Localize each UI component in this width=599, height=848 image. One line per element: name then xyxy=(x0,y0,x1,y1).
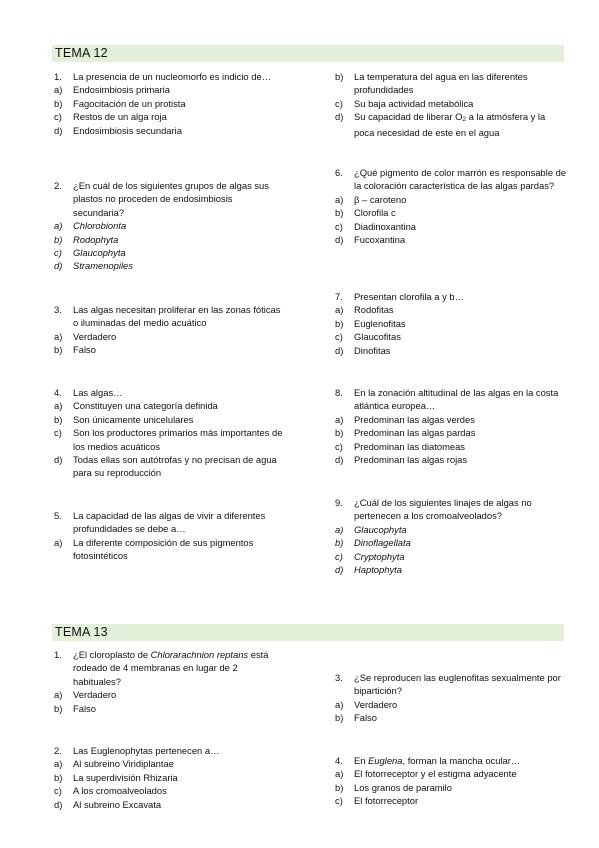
question-number: 1. xyxy=(54,649,62,660)
option-label: a) xyxy=(335,523,344,535)
option-text: β – caroteno xyxy=(354,193,407,205)
question-4 xyxy=(335,754,567,808)
option-text: Predominan las algas rojas xyxy=(354,454,468,466)
option-text: Rodophyta xyxy=(73,233,119,245)
option-label: a) xyxy=(54,220,63,232)
question-text: La presencia de un nucleomorfo es indicio de… xyxy=(73,71,272,82)
option-label: d) xyxy=(335,454,344,466)
option-text: Predominan las diatomeas xyxy=(354,440,465,452)
option-text: Predominan las algas pardas xyxy=(354,427,476,439)
question-2 xyxy=(54,744,286,811)
option-text: Stramenopiles xyxy=(73,260,133,272)
option-label: c) xyxy=(335,220,343,232)
option-text: Clorofila c xyxy=(354,207,396,219)
question-number: 4. xyxy=(54,387,62,398)
question-number: 5. xyxy=(54,510,62,521)
question-text: Las Euglenophytas pertenecen a… xyxy=(73,745,220,756)
question-number: 2. xyxy=(54,745,62,756)
option-label: b) xyxy=(335,427,344,439)
option-text: Son únicamente unicelulares xyxy=(73,413,194,425)
option-label: a) xyxy=(54,536,63,548)
option-text: Euglenofitas xyxy=(354,317,406,329)
option-label: b) xyxy=(335,71,344,82)
question-9 xyxy=(335,496,567,576)
option-text: Al subreino Viridiplantae xyxy=(73,758,174,770)
option-label: b) xyxy=(335,537,344,549)
option-text: Su baja actividad metabólica xyxy=(354,97,474,109)
option-text: Falso xyxy=(73,344,96,356)
question-text: ¿Cuál de los siguientes linajes de algas no pertenecen a los cromoalveolados? xyxy=(354,497,532,522)
option-label: d) xyxy=(335,564,344,576)
option-label: a) xyxy=(54,758,63,770)
option-label: b) xyxy=(54,702,63,714)
option-label: d) xyxy=(54,124,63,136)
question-text: En Euglena, forman la mancha ocular… xyxy=(354,755,521,766)
option-text: Chlorobionta xyxy=(73,220,127,232)
option-text: Glaucophyta xyxy=(73,247,126,259)
option-text: Su capacidad de liberar $O_2$ a la atmósfera y la poca necesidad de este en el agua xyxy=(354,111,546,138)
question-number: 6. xyxy=(335,167,343,178)
question-5-continued xyxy=(335,70,567,139)
option-text: Dinofitas xyxy=(354,344,391,356)
option-label: a) xyxy=(335,768,344,780)
question-text: ¿El cloroplasto de Chlorarachnion reptans está rodeado de 4 membranas en lugar de 2 habituales? xyxy=(73,649,269,687)
option-label: c) xyxy=(54,247,62,259)
option-label: b) xyxy=(54,771,63,783)
option-label: a) xyxy=(335,413,344,425)
option-text: El fotorreceptor y el estigma adyacente xyxy=(354,768,517,780)
option-text: Verdadero xyxy=(354,698,398,710)
option-label: c) xyxy=(54,427,62,439)
question-6 xyxy=(335,166,567,246)
option-label: d) xyxy=(54,454,63,466)
question-text: ¿Se reproducen las euglenofitas sexualmente por bipartición? xyxy=(354,672,561,697)
question-4 xyxy=(54,386,286,480)
option-text: Endosimbiosis secundaria xyxy=(73,124,182,136)
option-text: Los granos de paramilo xyxy=(354,781,452,793)
question-number: 9. xyxy=(335,497,343,508)
option-label: c) xyxy=(335,331,343,343)
option-text: El fotorreceptor xyxy=(354,795,419,807)
question-text: La capacidad de las algas de vivir a diferentes profundidades se debe a… xyxy=(73,510,266,535)
option-label: b) xyxy=(335,317,344,329)
option-label: a) xyxy=(335,304,344,316)
question-text: Las algas necesitan proliferar en las zonas fóticas o iluminadas del medio acuático xyxy=(73,304,281,329)
option-label: b) xyxy=(335,207,344,219)
option-label: d) xyxy=(54,798,63,810)
option-label: c) xyxy=(335,97,343,109)
option-label: b) xyxy=(335,712,344,724)
option-label: d) xyxy=(335,344,344,356)
option-text: Cryptophyta xyxy=(354,550,405,562)
option-text: Verdadero xyxy=(73,689,117,701)
question-text: ¿Qué pigmento de color marrón es responsable de la coloración característica de las algas pardas? xyxy=(354,167,567,192)
question-1 xyxy=(54,648,286,715)
option-text: Glaucofitas xyxy=(354,331,401,343)
option-text: Diadinoxantina xyxy=(354,220,417,232)
option-text: A los cromoalveolados xyxy=(73,785,167,797)
option-text: Restos de un alga roja xyxy=(73,111,167,123)
option-label: c) xyxy=(54,111,62,123)
option-text: La diferente composición de sus pigmentos fotosintéticos xyxy=(73,536,254,562)
option-text: Constituyen una categoría definida xyxy=(73,400,218,412)
question-number: 3. xyxy=(335,672,343,683)
section-title-tema-13: TEMA 13 xyxy=(52,624,564,641)
option-label: a) xyxy=(335,698,344,710)
question-text: ¿En cuál de los siguientes grupos de algas sus plastos no proceden de endosimbiosis secundaria? xyxy=(73,180,269,218)
option-label: b) xyxy=(54,97,63,109)
option-label: c) xyxy=(335,440,343,452)
option-text: Son los productores primarios más importantes de los medios acuáticos xyxy=(73,427,283,452)
option-label: d) xyxy=(335,111,344,123)
option-text: Fucoxantina xyxy=(354,234,406,246)
section-title-tema-12: TEMA 12 xyxy=(52,45,564,62)
option-text: Dinoflagellata xyxy=(354,537,411,549)
option-label: b) xyxy=(54,413,63,425)
question-8 xyxy=(335,386,567,466)
option-text: Endosimbiosis primaria xyxy=(73,84,170,96)
question-text: Las algas… xyxy=(73,387,123,398)
option-label: b) xyxy=(335,781,344,793)
option-label: b) xyxy=(54,344,63,356)
option-text: Falso xyxy=(73,702,96,714)
question-1 xyxy=(54,70,286,137)
option-label: a) xyxy=(335,193,344,205)
question-number: 2. xyxy=(54,180,62,191)
option-label: d) xyxy=(335,234,344,246)
question-3 xyxy=(54,303,286,357)
question-number: 1. xyxy=(54,71,62,82)
question-number: 4. xyxy=(335,755,343,766)
question-number: 8. xyxy=(335,387,343,398)
question-7 xyxy=(335,290,567,357)
option-label: b) xyxy=(54,233,63,245)
question-number: 7. xyxy=(335,291,343,302)
option-text: Glaucophyta xyxy=(354,523,407,535)
option-text: Fagocitación de un protista xyxy=(73,97,186,109)
option-text: Predominan las algas verdes xyxy=(354,413,475,425)
question-5 xyxy=(54,509,286,563)
option-text: Verdadero xyxy=(73,330,117,342)
option-text: Falso xyxy=(354,712,377,724)
option-text: La temperatura del agua en las diferentes profundidades xyxy=(354,71,528,96)
question-number: 3. xyxy=(54,304,62,315)
option-text: Haptophyta xyxy=(354,564,402,576)
option-text: Todas ellas son autótrofas y no precisan de agua para su reproducción xyxy=(73,454,277,479)
option-label: d) xyxy=(54,260,63,272)
option-label: c) xyxy=(54,785,62,797)
option-label: a) xyxy=(54,689,63,701)
option-label: a) xyxy=(54,84,63,96)
question-2 xyxy=(54,179,286,273)
option-label: c) xyxy=(335,550,343,562)
question-text: Presentan clorofila a y b… xyxy=(354,291,464,302)
option-text: Rodofitas xyxy=(354,304,394,316)
option-label: c) xyxy=(335,795,343,807)
question-text: En la zonación altitudinal de las algas en la costa atlántica europea… xyxy=(354,387,559,412)
option-text: La superdivisión Rhizaria xyxy=(73,771,178,783)
option-label: a) xyxy=(54,330,63,342)
option-text: Al subreino Excavata xyxy=(73,798,162,810)
question-3 xyxy=(335,671,567,725)
option-label: a) xyxy=(54,400,63,412)
